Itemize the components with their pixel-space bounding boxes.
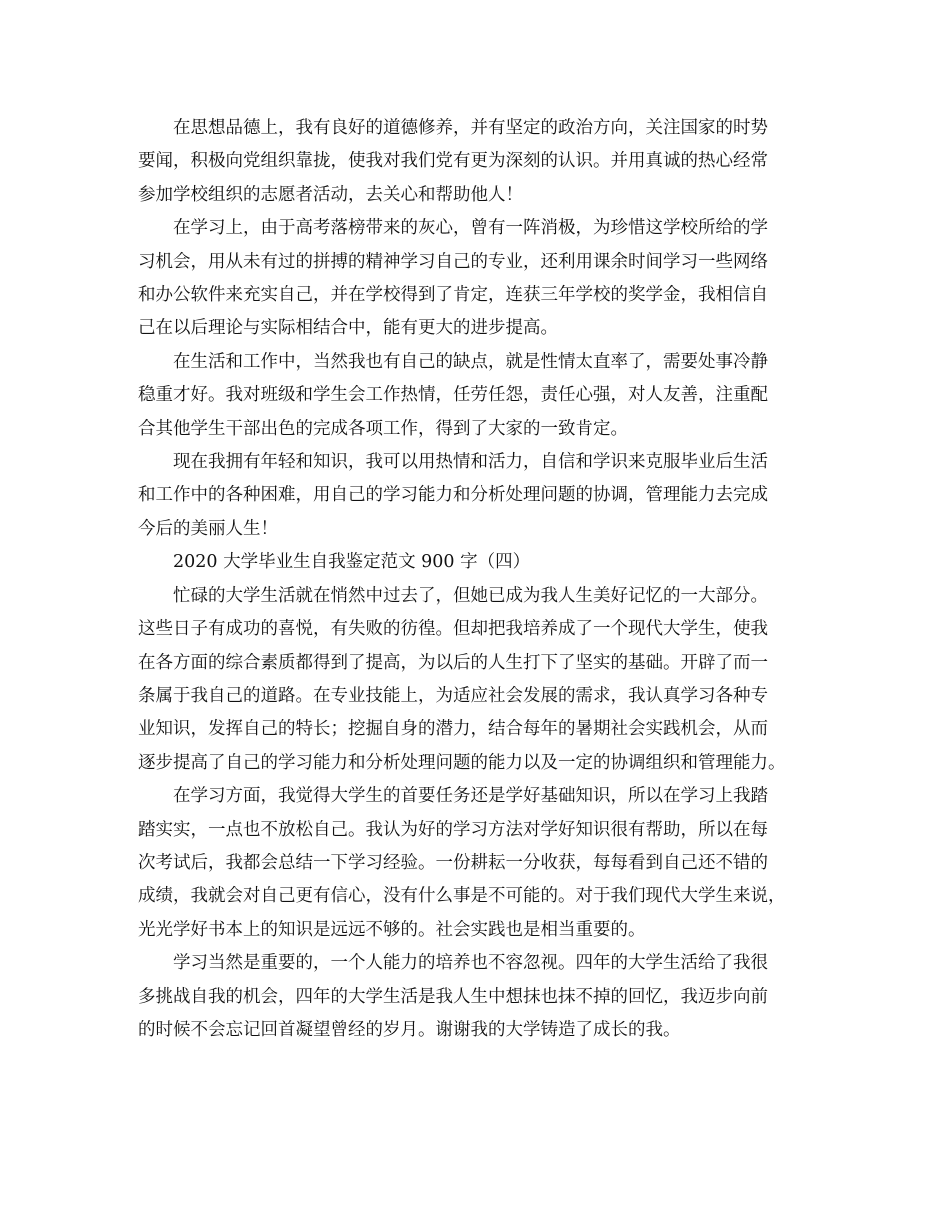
paragraph-study-method: 在学习方面，我觉得大学生的首要任务还是学好基础知识，所以在学习上我踏 踏实实，一点也不放松自己。我认为好的学习方法对学好知识很有帮助，所以在每 次考试后，我都会总结一下学习经验。一份耕耘一分收获，每每看到自己还不错的 成绩，我就会对自己更有信心，没有什么事是不可能的。对于我们现代大学生来说， 光光学好书本上的知识是远远不够的。社会实践也是相当重要的。 <box>138 786 786 940</box>
paragraph-moral-character: 在思想品德上，我有良好的道德修养，并有坚定的政治方向，关注国家的时势 要闻，积极向党组织靠拢，使我对我们党有更为深刻的认识。并用真诚的热心经常 参加学校组织的志愿者活动，去关心和帮助他人！ <box>138 118 768 205</box>
section-heading: 2020 大学毕业生自我鉴定范文 900 字（四） <box>173 552 531 573</box>
paragraph-future: 现在我拥有年轻和知识，我可以用热情和活力，自信和学识来克服毕业后生活 和工作中的各种困难，用自己的学习能力和分析处理问题的协调，管理能力去完成 今后的美丽人生！ <box>138 452 768 539</box>
paragraph-study: 在学习上，由于高考落榜带来的灰心，曾有一阵消极，为珍惜这学校所给的学 习机会，用从未有过的拼搏的精神学习自己的专业，还利用课余时间学习一些网络 和办公软件来充实自己，并在学校得到了肯定，连获三年学校的奖学金，我相信自 己在以后理论与实际相结合中，能有更大的进步提高。 <box>138 218 768 339</box>
paragraph-ability: 学习当然是重要的，一个人能力的培养也不容忽视。四年的大学生活给了我很 多挑战自我的机会，四年的大学生活是我人生中想抹也抹不掉的回忆，我迈步向前 的时候不会忘记回首凝望曾经的岁月。谢谢我的大学铸造了成长的我。 <box>138 953 768 1040</box>
paragraph-life-work: 在生活和工作中，当然我也有自己的缺点，就是性情太直率了，需要处事冷静 稳重才好。我对班级和学生会工作热情，任劳任怨，责任心强，对人友善，注重配 合其他学生干部出色的完成各项工作，得到了大家的一致肯定。 <box>138 351 768 439</box>
paragraph-college-life: 忙碌的大学生活就在悄然中过去了，但她已成为我人生美好记忆的一大部分。 这些日子有成功的喜悦，有失败的彷徨。但却把我培养成了一个现代大学生，使我 在各方面的综合素质都得到了提高，为以后的人生打下了坚实的基础。开辟了而一 条属于我自己的道路。在专业技能上，为适应社会发展的需求，我认真学习各种专 业知识，发挥自己的特长；挖掘自身的潜力，结合每年的暑期社会实践机会，从而 逐步提高了自己的学习能力和分析处理问题的能力以及一定的协调组织和管理能力。 <box>138 585 786 773</box>
document-body <box>138 112 824 1047</box>
